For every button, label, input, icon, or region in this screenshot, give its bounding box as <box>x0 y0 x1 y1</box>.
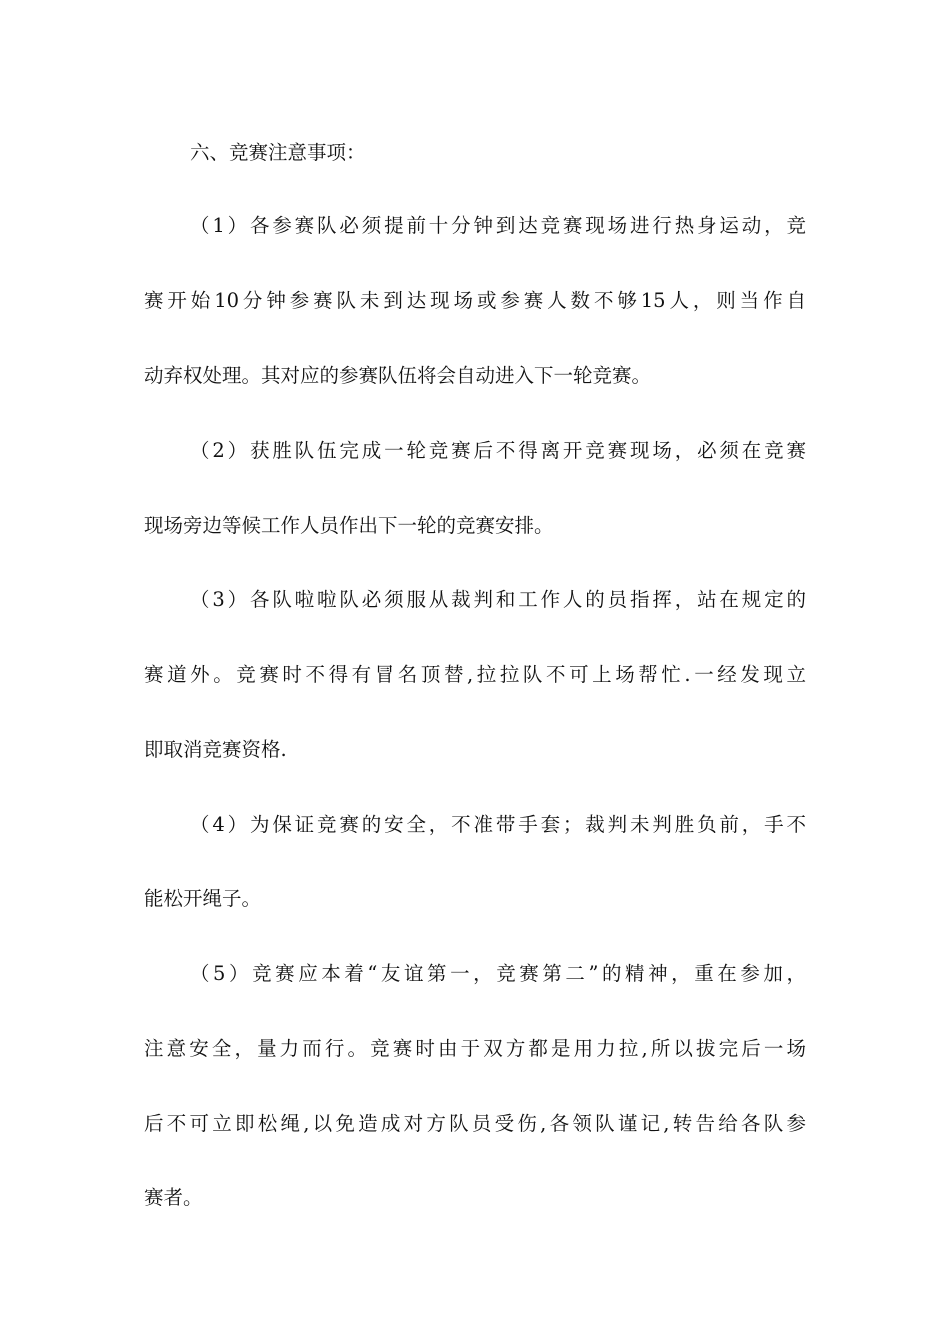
paragraph-4-line-2: 能松开绳子。 <box>144 887 262 910</box>
paragraph-3-line-1: （3）各队啦啦队必须服从裁判和工作人的员指挥，站在规定的 <box>190 588 806 611</box>
paragraph-1-line-1: （1）各参赛队必须提前十分钟到达竞赛现场进行热身运动，竞 <box>190 214 806 237</box>
paragraph-5-line-1: （5）竞赛应本着“友谊第一，竞赛第二”的精神，重在参加， <box>190 962 806 985</box>
paragraph-5-line-4: 赛者。 <box>144 1186 203 1209</box>
paragraph-5-line-2: 注意安全，量力而行。竞赛时由于双方都是用力拉,所以拔完后一场 <box>144 1037 806 1060</box>
paragraph-4-line-1: （4）为保证竞赛的安全，不准带手套；裁判未判胜负前，手不 <box>190 813 806 836</box>
paragraph-2-line-1: （2）获胜队伍完成一轮竞赛后不得离开竞赛现场，必须在竞赛 <box>190 439 806 462</box>
paragraph-5-line-3: 后不可立即松绳,以免造成对方队员受伤,各领队谨记,转告给各队参 <box>144 1112 806 1135</box>
paragraph-1-line-2: 赛开始10分钟参赛队未到达现场或参赛人数不够15人，则当作自 <box>144 289 806 312</box>
paragraph-3-line-2: 赛道外。竞赛时不得有冒名顶替,拉拉队不可上场帮忙.一经发现立 <box>144 663 806 686</box>
paragraph-1-line-3: 动弃权处理。其对应的参赛队伍将会自动进入下一轮竞赛。 <box>144 364 652 387</box>
section-heading: 六、竞赛注意事项： <box>190 141 366 164</box>
paragraph-3-line-3: 即取消竞赛资格. <box>144 738 287 761</box>
paragraph-2-line-2: 现场旁边等候工作人员作出下一轮的竞赛安排。 <box>144 514 554 537</box>
